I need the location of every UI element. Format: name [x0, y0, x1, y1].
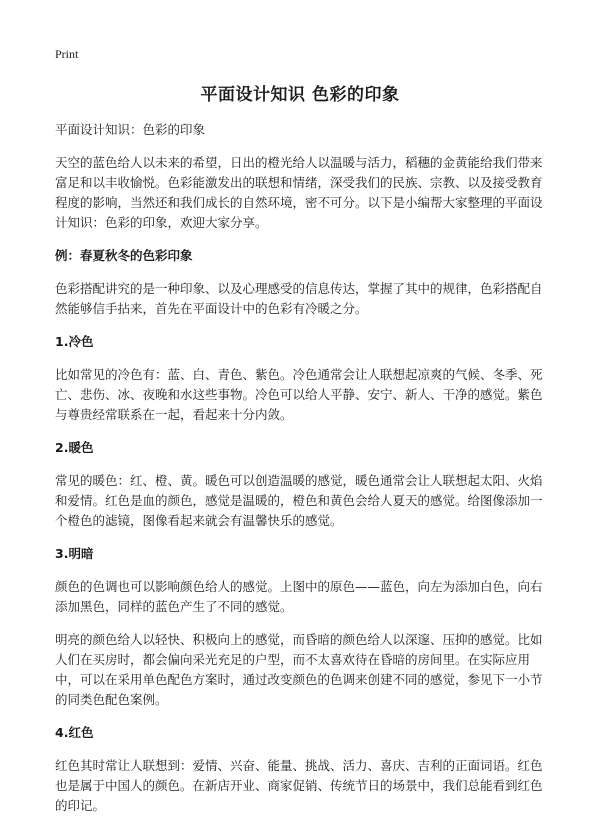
print-label: Print	[55, 47, 79, 61]
intro-paragraph: 天空的蓝色给人以未来的希望，日出的橙光给人以温暖与活力，稻穗的金黄能给我们带来富足和以丰收愉悦。色彩能激发出的联想和情绪，深受我们的民族、宗教、以及接受教育程度的影响，当然还和我们成长的自然环境，密不可分。以下是小编帮大家整理的平面设计知识：色彩的印象，欢迎大家分享。	[55, 155, 543, 230]
document-body	[55, 120, 550, 816]
section-paragraph-cool-colors: 比如常见的冷色有：蓝、白、青色、紫色。冷色通常会让人联想起凉爽的气候、冬季、死亡、悲伤、冰、夜晚和水这些事物。冷色可以给人平静、安宁、新人、干净的感觉。紫色与尊贵经常联系在一起，看起来十分内敛。	[55, 367, 543, 422]
document-title: 平面设计知识 色彩的印象	[200, 85, 400, 105]
section-paragraph-light-dark-2: 明亮的颜色给人以轻快、积极向上的感觉，而昏暗的颜色给人以深邃、压抑的感觉。比如人们在买房时，都会偏向采光充足的户型，而不太喜欢待在昏暗的房间里。在实际应用中，可以在采用单色配色方案时，通过改变颜色的色调来创建不同的感觉，参见下一小节的同类色配色案例。	[55, 632, 543, 707]
section-heading-warm-colors: 2.暖色	[55, 440, 94, 455]
section-paragraph-red: 红色其时常让人联想到：爱情、兴奋、能量、挑战、活力、喜庆、吉利的正面词语。红色也是属于中国人的颜色。在新店开业、商家促销、传统节日的场景中，我们总能看到红色的印记。	[55, 758, 543, 813]
section-heading-red: 4.红色	[55, 725, 94, 740]
example-paragraph: 色彩搭配讲究的是一种印象、以及心理感受的信息传达，掌握了其中的规律，色彩搭配自然能够信手拈来，首先在平面设计中的色彩有冷暖之分。	[55, 281, 543, 316]
section-heading-cool-colors: 1.冷色	[55, 334, 94, 349]
section-paragraph-light-dark-1: 颜色的色调也可以影响颜色给人的感觉。上图中的原色——蓝色，向左为添加白色，向右添加黑色，同样的蓝色产生了不同的感觉。	[55, 579, 543, 614]
example-heading: 例：春夏秋冬的色彩印象	[55, 248, 193, 263]
section-heading-light-dark: 3.明暗	[55, 546, 94, 561]
document-subtitle: 平面设计知识：色彩的印象	[55, 122, 206, 137]
section-paragraph-warm-colors: 常见的暖色：红、橙、黄。暖色可以创造温暖的感觉，暖色通常会让人联想起太阳、火焰和爱情。红色是血的颜色，感觉是温暖的，橙色和黄色会给人夏天的感觉。给图像添加一个橙色的滤镜，图像看起来就会有温馨快乐的感觉。	[55, 473, 543, 528]
